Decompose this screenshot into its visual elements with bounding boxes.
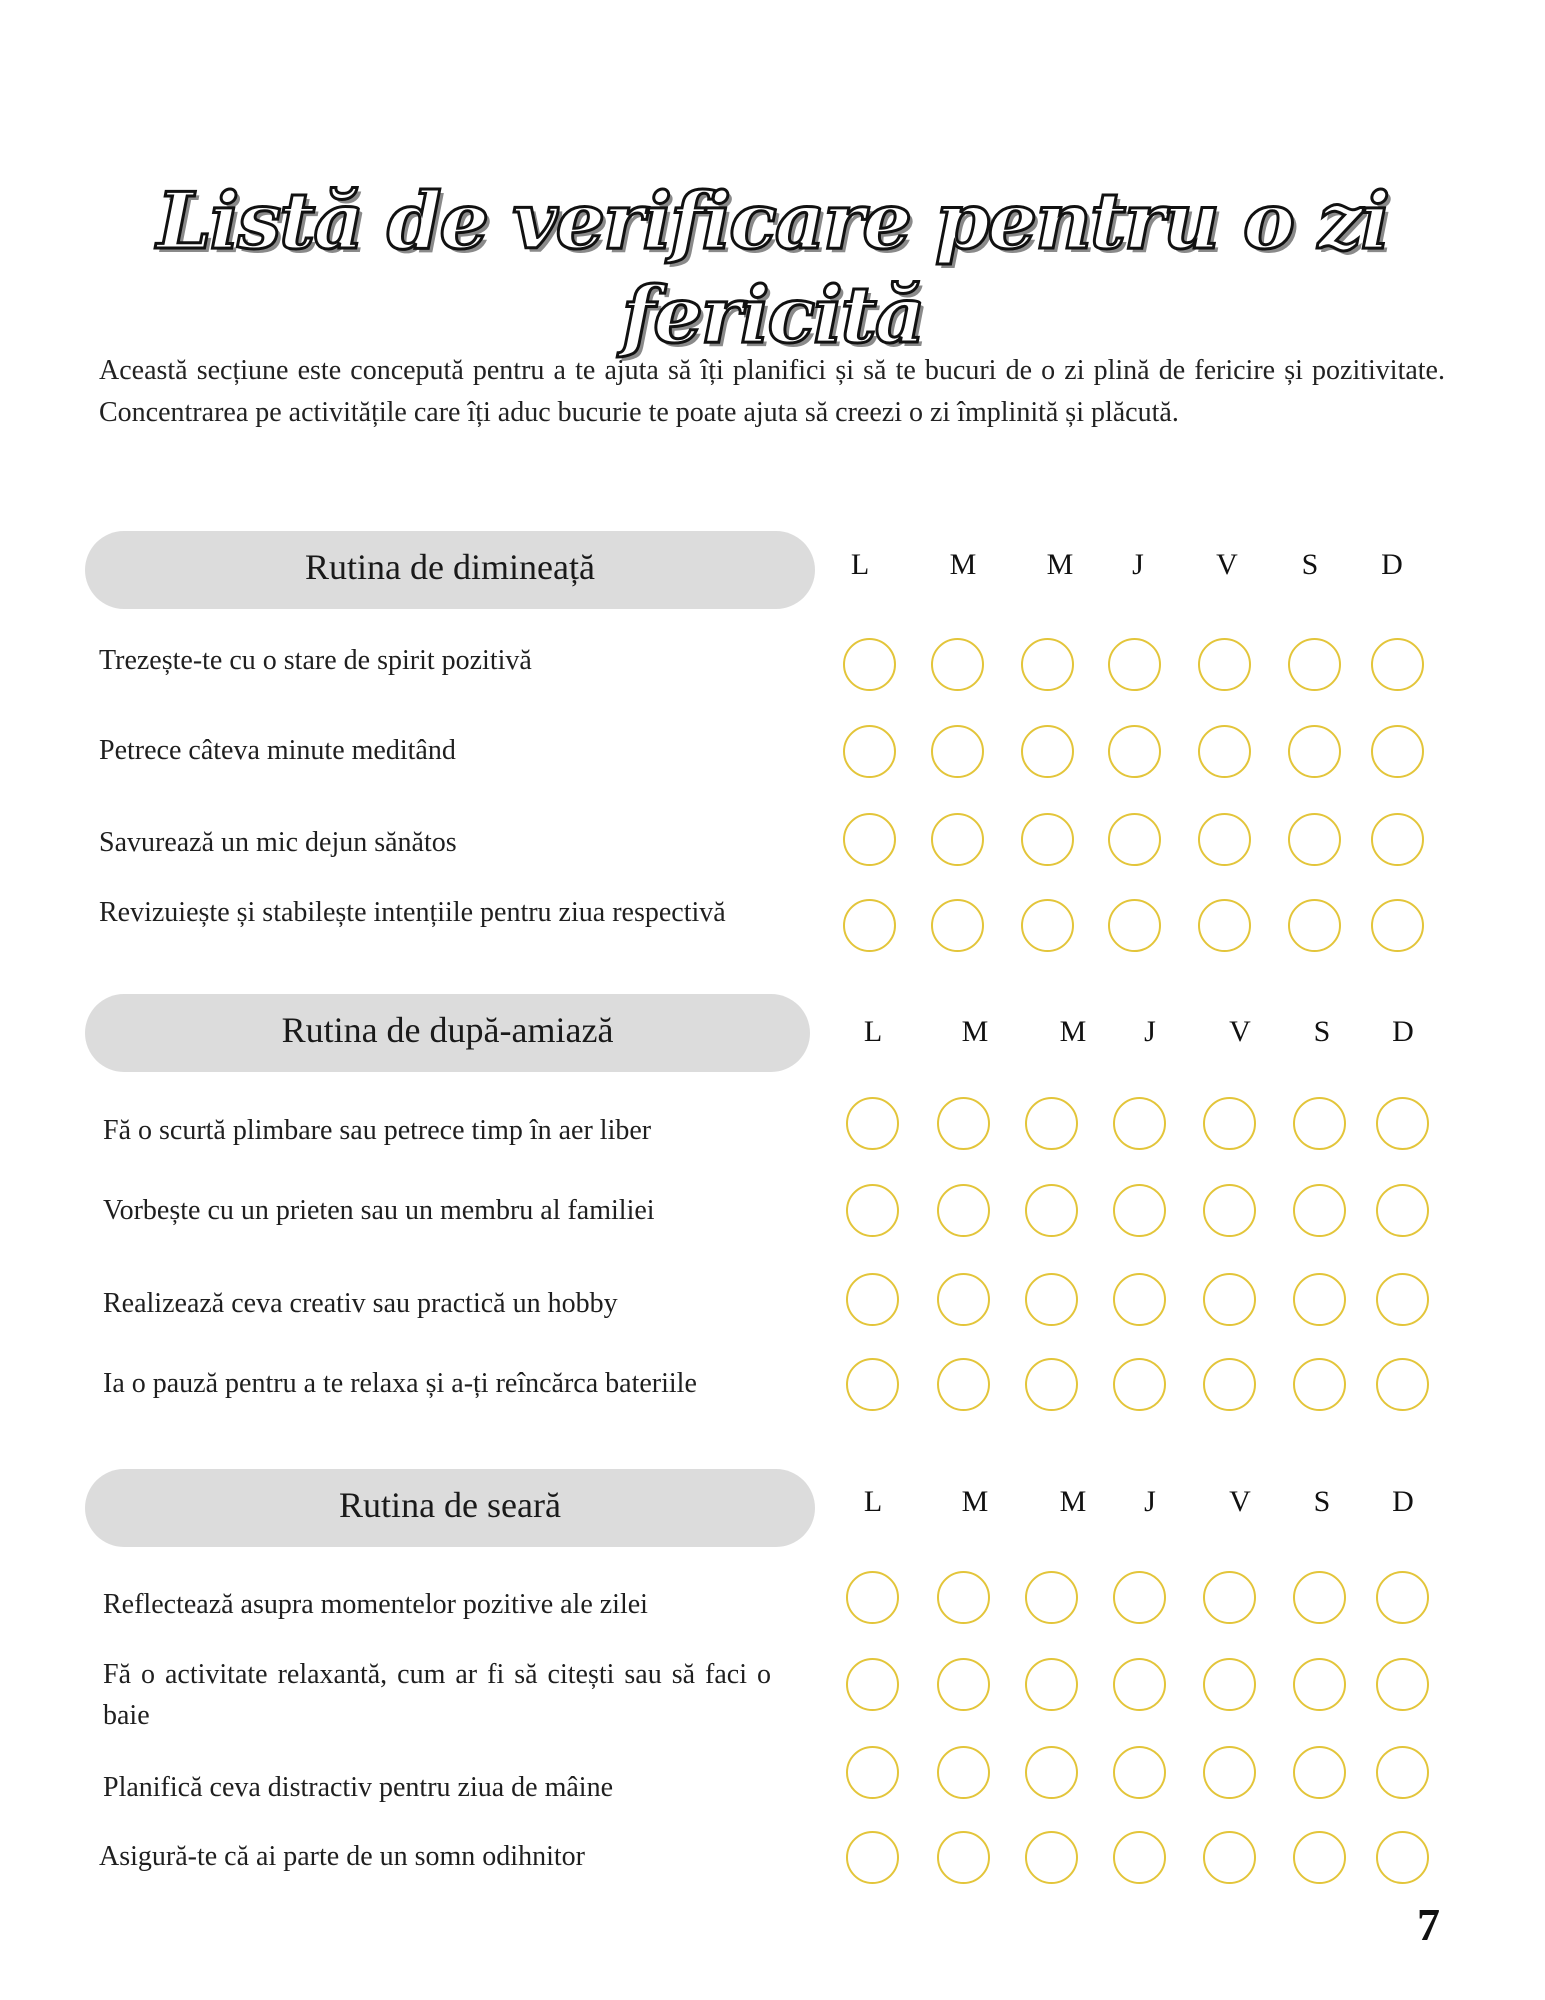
day-checkbox[interactable] (1293, 1658, 1346, 1711)
day-checkbox[interactable] (1025, 1746, 1078, 1799)
day-checkbox[interactable] (1293, 1184, 1346, 1237)
checklist-item-label: Revizuiește și stabilește intențiile pentru ziua respectivă (99, 897, 726, 928)
day-label: M (961, 1015, 989, 1048)
day-checkbox[interactable] (843, 813, 896, 866)
day-label: D (1392, 1485, 1414, 1518)
checklist-item-label: Trezește-te cu o stare de spirit pozitivă (99, 645, 532, 676)
checklist-item-label: Fă o scurtă plimbare sau petrece timp în aer liber (103, 1115, 652, 1146)
day-label: M (1059, 1485, 1087, 1518)
day-checkbox[interactable] (1293, 1273, 1346, 1326)
day-checkbox[interactable] (1288, 725, 1341, 778)
day-checkbox[interactable] (1293, 1571, 1346, 1624)
day-checkbox[interactable] (1293, 1746, 1346, 1799)
day-label: L (863, 1485, 883, 1518)
day-label: J (1144, 1015, 1156, 1048)
day-checkbox[interactable] (1203, 1831, 1256, 1884)
day-label: L (863, 1015, 883, 1048)
day-label: M (1059, 1015, 1087, 1048)
day-checkbox[interactable] (1198, 813, 1251, 866)
day-checkbox[interactable] (1376, 1273, 1429, 1326)
day-checkbox[interactable] (1108, 899, 1161, 952)
day-checkbox[interactable] (846, 1831, 899, 1884)
day-checkbox[interactable] (1371, 725, 1424, 778)
page-title: Listă de verificare pentru o zi fericită (156, 176, 1389, 361)
day-checkbox[interactable] (1025, 1184, 1078, 1237)
day-label: V (1216, 548, 1238, 581)
day-label: L (850, 548, 870, 581)
day-checkbox[interactable] (1025, 1273, 1078, 1326)
checklist-item-label: Savurează un mic dejun sănătos (99, 827, 457, 858)
day-checkbox[interactable] (846, 1273, 899, 1326)
day-checkbox[interactable] (1376, 1831, 1429, 1884)
checklist-item-label: Ia o pauză pentru a te relaxa și a-ți reîncărca bateriile (103, 1368, 697, 1399)
page-number: 7 (1417, 1899, 1440, 1950)
day-checkbox[interactable] (931, 638, 984, 691)
day-checkbox[interactable] (1108, 725, 1161, 778)
day-checkbox[interactable] (1021, 899, 1074, 952)
day-checkbox[interactable] (1198, 725, 1251, 778)
day-label: S (1313, 1485, 1331, 1518)
section-heading: Rutina de dimineață (85, 531, 815, 609)
day-checkbox[interactable] (1113, 1831, 1166, 1884)
day-checkbox[interactable] (843, 725, 896, 778)
day-checkbox[interactable] (1113, 1658, 1166, 1711)
day-checkbox[interactable] (846, 1184, 899, 1237)
day-label: V (1229, 1485, 1251, 1518)
day-checkbox[interactable] (1021, 813, 1074, 866)
day-checkbox[interactable] (1288, 899, 1341, 952)
day-label: S (1301, 548, 1319, 581)
day-checkbox[interactable] (846, 1658, 899, 1711)
day-label: M (961, 1485, 989, 1518)
day-checkbox[interactable] (1203, 1746, 1256, 1799)
day-checkbox[interactable] (1376, 1746, 1429, 1799)
day-checkbox[interactable] (843, 899, 896, 952)
day-checkbox[interactable] (1203, 1184, 1256, 1237)
day-checkbox[interactable] (1113, 1746, 1166, 1799)
day-label: D (1392, 1015, 1414, 1048)
day-label: J (1144, 1485, 1156, 1518)
day-checkbox[interactable] (1376, 1571, 1429, 1624)
day-checkbox[interactable] (931, 725, 984, 778)
intro-paragraph: Această secțiune este concepută pentru a te ajuta să îți planifici și să te bucuri de o zi plină de fericire și pozitivitate. Concentrarea pe activitățile care îți aduc bucurie te poate ajuta să creezi o zi împlinită și plăcută. (99, 355, 1445, 428)
day-checkbox[interactable] (937, 1097, 990, 1150)
day-label: J (1132, 548, 1144, 581)
day-checkbox[interactable] (1288, 813, 1341, 866)
day-checkbox[interactable] (1108, 813, 1161, 866)
checklist-item-label: Fă o activitate relaxantă, cum ar fi să citești sau să faci o baie (103, 1659, 771, 1731)
checklist-item-label: Reflectează asupra momentelor pozitive ale zilei (103, 1589, 648, 1620)
day-checkbox[interactable] (843, 638, 896, 691)
day-checkbox[interactable] (1203, 1571, 1256, 1624)
day-checkbox[interactable] (937, 1571, 990, 1624)
day-checkbox[interactable] (937, 1658, 990, 1711)
day-checkbox[interactable] (1198, 638, 1251, 691)
day-checkbox[interactable] (1021, 638, 1074, 691)
day-checkbox[interactable] (1025, 1831, 1078, 1884)
day-checkbox[interactable] (1021, 725, 1074, 778)
day-checkbox[interactable] (937, 1831, 990, 1884)
day-label: S (1313, 1015, 1331, 1048)
day-checkbox[interactable] (846, 1358, 899, 1411)
day-checkbox[interactable] (1293, 1831, 1346, 1884)
day-checkbox[interactable] (937, 1358, 990, 1411)
day-checkbox[interactable] (1293, 1097, 1346, 1150)
day-label: V (1229, 1015, 1251, 1048)
day-checkbox[interactable] (846, 1571, 899, 1624)
day-checkbox[interactable] (1203, 1273, 1256, 1326)
day-checkbox[interactable] (1376, 1097, 1429, 1150)
day-checkbox[interactable] (1203, 1097, 1256, 1150)
day-label: M (1046, 548, 1074, 581)
section-heading: Rutina de după-amiază (85, 994, 810, 1072)
checklist-item-label: Petrece câteva minute meditând (99, 735, 456, 766)
checklist-item-label: Planifică ceva distractiv pentru ziua de mâine (103, 1772, 614, 1803)
day-checkbox[interactable] (1203, 1358, 1256, 1411)
checklist-item-label: Asigură-te că ai parte de un somn odihnitor (99, 1841, 585, 1872)
checklist-item-label: Vorbește cu un prieten sau un membru al familiei (103, 1195, 655, 1226)
day-checkbox[interactable] (1376, 1358, 1429, 1411)
day-checkbox[interactable] (1198, 899, 1251, 952)
day-checkbox[interactable] (937, 1746, 990, 1799)
section-heading: Rutina de seară (85, 1469, 815, 1547)
day-checkbox[interactable] (1376, 1658, 1429, 1711)
day-label: D (1381, 548, 1403, 581)
day-checkbox[interactable] (1376, 1184, 1429, 1237)
day-checkbox[interactable] (1371, 813, 1424, 866)
day-checkbox[interactable] (1113, 1273, 1166, 1326)
day-checkbox[interactable] (1288, 638, 1341, 691)
day-checkbox[interactable] (1371, 638, 1424, 691)
day-checkbox[interactable] (1108, 638, 1161, 691)
day-checkbox[interactable] (931, 899, 984, 952)
day-checkbox[interactable] (1025, 1658, 1078, 1711)
day-checkbox[interactable] (1113, 1097, 1166, 1150)
day-checkbox[interactable] (1203, 1658, 1256, 1711)
day-checkbox[interactable] (1025, 1571, 1078, 1624)
day-checkbox[interactable] (1113, 1358, 1166, 1411)
day-checkbox[interactable] (1113, 1184, 1166, 1237)
day-checkbox[interactable] (846, 1746, 899, 1799)
day-checkbox[interactable] (1025, 1097, 1078, 1150)
day-checkbox[interactable] (1025, 1358, 1078, 1411)
day-checkbox[interactable] (1371, 899, 1424, 952)
day-checkbox[interactable] (846, 1097, 899, 1150)
day-checkbox[interactable] (937, 1273, 990, 1326)
day-checkbox[interactable] (1113, 1571, 1166, 1624)
day-checkbox[interactable] (1293, 1358, 1346, 1411)
checklist-item-label: Realizează ceva creativ sau practică un hobby (103, 1288, 618, 1319)
day-label: M (949, 548, 977, 581)
day-checkbox[interactable] (931, 813, 984, 866)
day-checkbox[interactable] (937, 1184, 990, 1237)
